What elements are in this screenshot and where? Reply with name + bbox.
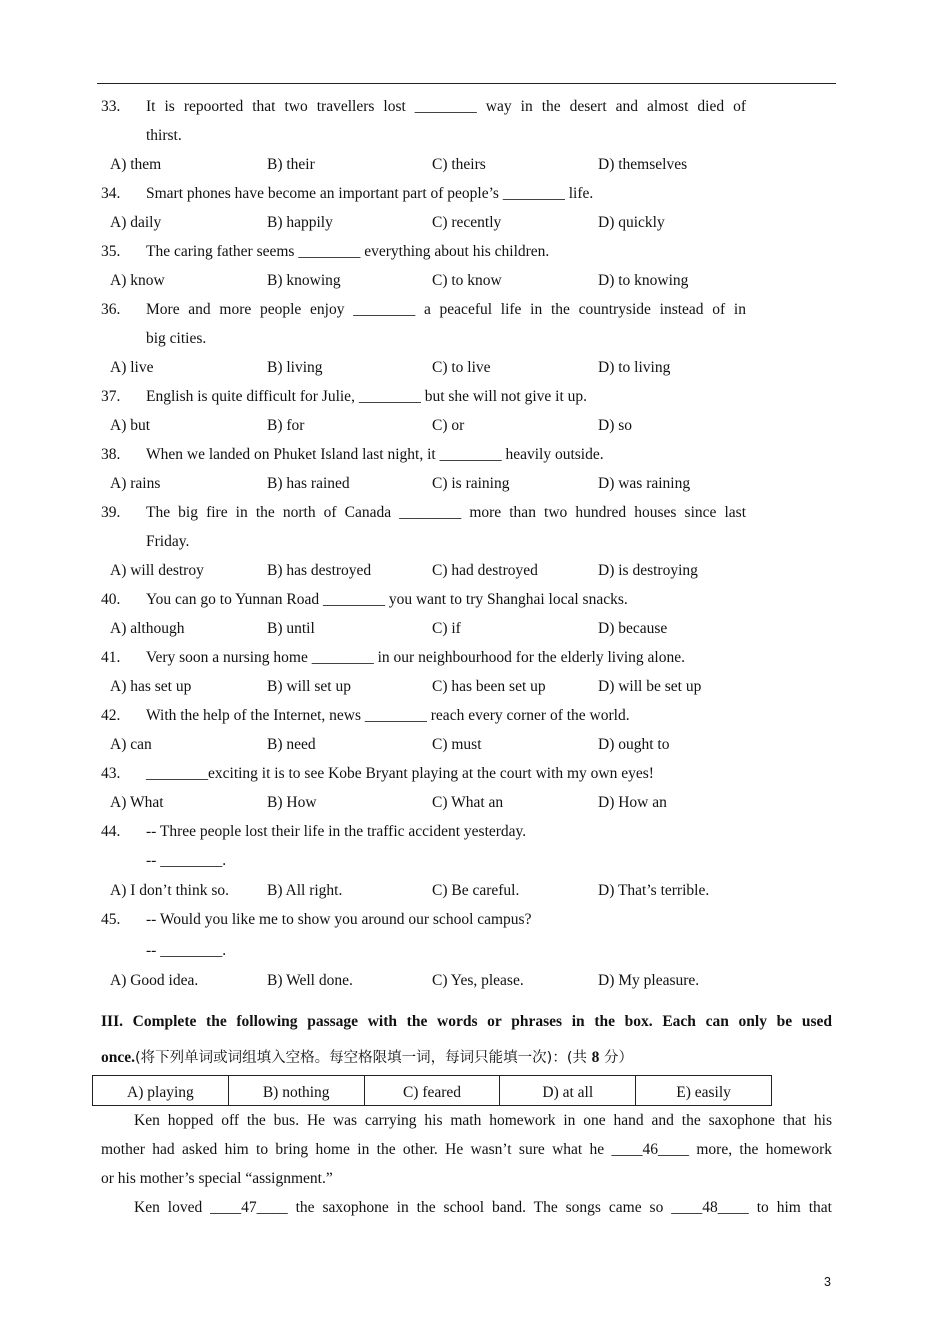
option-c: C) had destroyed xyxy=(432,562,538,579)
passage-line: or his mother’s special “assignment.” xyxy=(101,1170,333,1187)
option-a: A) Good idea. xyxy=(110,972,199,989)
dialogue-reply: -- ________. xyxy=(146,852,227,869)
word-box-cell: C) feared xyxy=(365,1076,501,1105)
question-number: 41. xyxy=(101,649,121,666)
option-d: D) quickly xyxy=(598,214,665,231)
question-number: 39. xyxy=(101,504,121,521)
question-text: ________exciting it is to see Kobe Bryant playing at the court with my own eyes! xyxy=(146,765,654,782)
question-text: When we landed on Phuket Island last night, it ________ heavily outside. xyxy=(146,446,604,463)
option-a: A) I don’t think so. xyxy=(110,882,229,899)
option-b: B) will set up xyxy=(267,678,351,695)
word-box xyxy=(92,1075,772,1106)
option-b: B) has rained xyxy=(267,475,350,492)
heading-points: 8 xyxy=(591,1049,600,1066)
question-number: 38. xyxy=(101,446,121,463)
question-number: 44. xyxy=(101,823,121,840)
option-b: B) their xyxy=(267,156,315,173)
question-number: 36. xyxy=(101,301,121,318)
question-text: English is quite difficult for Julie, ________ but she will not give it up. xyxy=(146,388,588,405)
option-b: B) until xyxy=(267,620,315,637)
option-b: B) need xyxy=(267,736,316,753)
dialogue-reply: -- ________. xyxy=(146,942,227,959)
question-text-cont: thirst. xyxy=(146,127,182,144)
option-c: C) Yes, please. xyxy=(432,972,524,989)
question-text: Very soon a nursing home ________ in our neighbourhood for the elderly living alone. xyxy=(146,649,685,666)
option-c: C) is raining xyxy=(432,475,510,492)
option-c: C) Be careful. xyxy=(432,882,520,899)
option-b: B) for xyxy=(267,417,305,434)
section-heading: III. Complete the following passage with the words or phrases in the box. Each can only be used xyxy=(101,1013,832,1030)
heading-once: once. xyxy=(101,1049,136,1066)
option-d: D) How an xyxy=(598,794,667,811)
question-number: 33. xyxy=(101,98,121,115)
option-c: C) to know xyxy=(432,272,502,289)
option-c: C) theirs xyxy=(432,156,486,173)
option-a: A) them xyxy=(110,156,162,173)
option-c: C) must xyxy=(432,736,482,753)
word-box-cell: E) easily xyxy=(676,1083,731,1101)
option-b: B) All right. xyxy=(267,882,343,899)
option-d: D) ought to xyxy=(598,736,670,753)
question-number: 40. xyxy=(101,591,121,608)
option-a: A) What xyxy=(110,794,164,811)
option-a: A) know xyxy=(110,272,165,289)
option-a: A) although xyxy=(110,620,185,637)
word-box-cell: D) at all xyxy=(500,1076,636,1105)
question-text: The caring father seems ________ everything about his children. xyxy=(146,243,550,260)
section-instruction xyxy=(101,1048,633,1068)
option-a: A) but xyxy=(110,417,151,434)
question-text: With the help of the Internet, news ________ reach every corner of the world. xyxy=(146,707,630,724)
option-d: D) That’s terrible. xyxy=(598,882,710,899)
option-a: A) rains xyxy=(110,475,161,492)
question-number: 45. xyxy=(101,911,121,928)
option-d: D) will be set up xyxy=(598,678,702,695)
question-number: 42. xyxy=(101,707,121,724)
option-c: C) if xyxy=(432,620,461,637)
option-d: D) because xyxy=(598,620,668,637)
option-c: C) recently xyxy=(432,214,502,231)
option-c: C) has been set up xyxy=(432,678,546,695)
passage-line: Ken hopped off the bus. He was carrying his math homework in one hand and the saxophone that his xyxy=(134,1112,832,1129)
heading-chinese-end: 分） xyxy=(599,1050,633,1066)
option-b: B) living xyxy=(267,359,323,376)
question-text: You can go to Yunnan Road ________ you want to try Shanghai local snacks. xyxy=(146,591,628,608)
option-d: D) is destroying xyxy=(598,562,698,579)
question-text: It is repoorted that two travellers lost ________ way in the desert and almost died of xyxy=(146,98,746,115)
option-a: A) daily xyxy=(110,214,162,231)
option-d: D) to knowing xyxy=(598,272,689,289)
header-rule xyxy=(97,83,836,84)
question-text-cont: big cities. xyxy=(146,330,207,347)
option-d: D) so xyxy=(598,417,633,434)
passage-line: Ken loved ____47____ the saxophone in the school band. The songs came so ____48____ to him that xyxy=(134,1199,832,1216)
option-b: B) has destroyed xyxy=(267,562,372,579)
option-a: A) has set up xyxy=(110,678,192,695)
passage-line: mother had asked him to bring home in the other. He wasn’t sure what he ____46____ more, the homework xyxy=(101,1141,832,1158)
option-d: D) was raining xyxy=(598,475,691,492)
option-c: C) What an xyxy=(432,794,504,811)
question-text: Smart phones have become an important part of people’s ________ life. xyxy=(146,185,594,202)
question-number: 43. xyxy=(101,765,121,782)
option-c: C) to live xyxy=(432,359,491,376)
question-number: 37. xyxy=(101,388,121,405)
option-a: A) can xyxy=(110,736,152,753)
question-text: -- Three people lost their life in the traffic accident yesterday. xyxy=(146,823,527,840)
option-b: B) happily xyxy=(267,214,333,231)
option-c: C) or xyxy=(432,417,465,434)
option-d: D) themselves xyxy=(598,156,688,173)
heading-chinese: (将下列单词或词组填入空格。每空格限填一词，每词只能填一次)：(共 xyxy=(135,1050,592,1066)
word-box-cell: B) nothing xyxy=(229,1076,365,1105)
option-d: D) to living xyxy=(598,359,671,376)
option-b: B) knowing xyxy=(267,272,341,289)
question-text: -- Would you like me to show you around our school campus? xyxy=(146,911,532,928)
question-text-cont: Friday. xyxy=(146,533,190,550)
question-text: The big fire in the north of Canada ________ more than two hundred houses since last xyxy=(146,504,746,521)
word-box-cell: A) playing xyxy=(93,1076,229,1105)
option-a: A) will destroy xyxy=(110,562,204,579)
question-text: More and more people enjoy ________ a peaceful life in the countryside instead of in xyxy=(146,301,746,318)
question-number: 35. xyxy=(101,243,121,260)
option-b: B) Well done. xyxy=(267,972,353,989)
question-number: 34. xyxy=(101,185,121,202)
page-number: 3 xyxy=(824,1275,831,1289)
option-b: B) How xyxy=(267,794,317,811)
option-d: D) My pleasure. xyxy=(598,972,700,989)
option-a: A) live xyxy=(110,359,154,376)
